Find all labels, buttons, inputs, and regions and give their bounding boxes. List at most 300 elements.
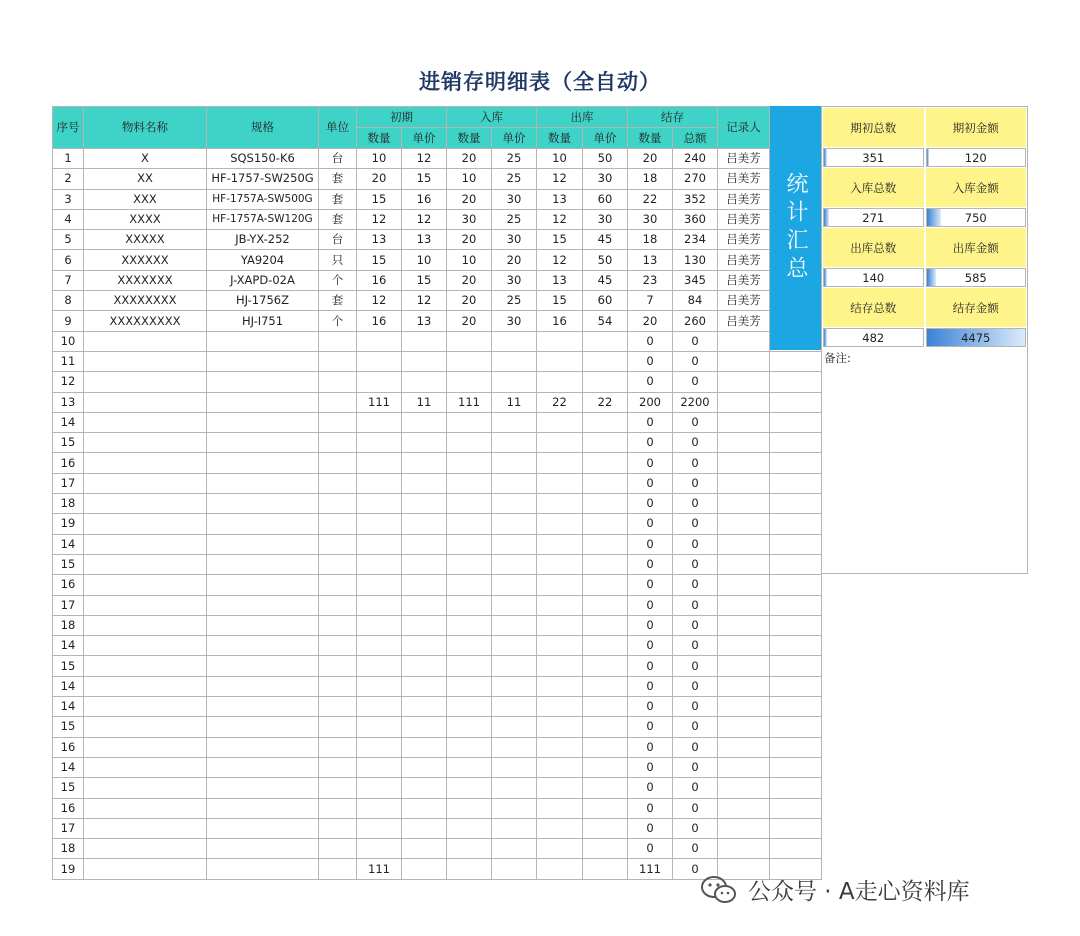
table-cell[interactable]: 360 — [673, 209, 718, 229]
table-cell[interactable]: SQS150-K6 — [207, 149, 319, 169]
table-cell[interactable] — [84, 757, 207, 777]
table-cell[interactable]: 0 — [628, 636, 673, 656]
table-cell[interactable] — [537, 636, 583, 656]
table-cell[interactable] — [319, 636, 357, 656]
table-cell[interactable] — [207, 331, 319, 351]
table-cell[interactable] — [319, 575, 357, 595]
table-cell[interactable] — [537, 351, 583, 371]
table-cell[interactable] — [357, 778, 402, 798]
table-cell[interactable]: 18 — [53, 615, 84, 635]
table-cell[interactable] — [319, 514, 357, 534]
table-cell[interactable]: XXXXXXXX — [84, 291, 207, 311]
table-cell[interactable]: HF-1757-SW250G — [207, 169, 319, 189]
table-cell[interactable] — [718, 798, 770, 818]
table-cell[interactable] — [583, 331, 628, 351]
table-cell[interactable]: 20 — [447, 291, 492, 311]
table-cell[interactable]: XXX — [84, 189, 207, 209]
table-cell[interactable]: 15 — [53, 656, 84, 676]
table-cell[interactable] — [207, 798, 319, 818]
table-cell[interactable] — [402, 818, 447, 838]
table-cell[interactable]: 30 — [492, 270, 537, 290]
table-cell[interactable] — [718, 575, 770, 595]
table-cell[interactable]: 个 — [319, 311, 357, 331]
table-cell[interactable]: 1 — [53, 149, 84, 169]
table-cell[interactable] — [447, 575, 492, 595]
table-cell[interactable]: 0 — [673, 372, 718, 392]
table-cell[interactable] — [357, 757, 402, 777]
table-cell[interactable] — [207, 473, 319, 493]
table-cell[interactable] — [84, 717, 207, 737]
table-cell[interactable] — [718, 839, 770, 859]
table-cell[interactable] — [447, 636, 492, 656]
table-cell[interactable] — [492, 433, 537, 453]
table-cell[interactable] — [402, 433, 447, 453]
table-cell[interactable] — [84, 798, 207, 818]
table-cell[interactable]: XXXXXXXXX — [84, 311, 207, 331]
table-cell[interactable]: 111 — [357, 859, 402, 879]
table-cell[interactable] — [583, 656, 628, 676]
table-cell[interactable] — [402, 514, 447, 534]
table-cell[interactable] — [447, 372, 492, 392]
table-cell[interactable] — [537, 331, 583, 351]
table-cell[interactable]: 13 — [402, 230, 447, 250]
table-cell[interactable] — [718, 453, 770, 473]
table-cell[interactable]: 260 — [673, 311, 718, 331]
table-cell[interactable]: 0 — [628, 494, 673, 514]
table-cell[interactable] — [447, 757, 492, 777]
table-cell[interactable]: 10 — [53, 331, 84, 351]
table-cell[interactable]: 13 — [402, 311, 447, 331]
table-cell[interactable] — [447, 514, 492, 534]
table-cell[interactable]: 11 — [492, 392, 537, 412]
table-cell[interactable] — [84, 676, 207, 696]
table-cell[interactable] — [718, 514, 770, 534]
table-cell[interactable] — [84, 453, 207, 473]
table-cell[interactable]: JB-YX-252 — [207, 230, 319, 250]
table-cell[interactable]: 54 — [583, 311, 628, 331]
table-cell[interactable] — [718, 433, 770, 453]
table-cell[interactable] — [402, 778, 447, 798]
table-cell[interactable] — [319, 737, 357, 757]
table-cell[interactable] — [492, 615, 537, 635]
table-cell[interactable] — [207, 757, 319, 777]
table-cell[interactable]: 0 — [673, 697, 718, 717]
table-cell[interactable] — [319, 534, 357, 554]
table-cell[interactable]: 0 — [673, 757, 718, 777]
table-cell[interactable]: 30 — [492, 311, 537, 331]
table-cell[interactable] — [402, 676, 447, 696]
table-cell[interactable] — [537, 676, 583, 696]
summary-value[interactable] — [926, 208, 1027, 227]
table-cell[interactable] — [583, 676, 628, 696]
table-cell[interactable] — [357, 554, 402, 574]
table-cell[interactable] — [402, 839, 447, 859]
table-cell[interactable] — [492, 798, 537, 818]
table-cell[interactable]: 0 — [628, 453, 673, 473]
table-cell[interactable] — [492, 717, 537, 737]
table-cell[interactable]: XXXXXXX — [84, 270, 207, 290]
table-cell[interactable]: 15 — [402, 169, 447, 189]
table-cell[interactable] — [357, 818, 402, 838]
table-cell[interactable]: 套 — [319, 169, 357, 189]
table-cell[interactable]: 22 — [537, 392, 583, 412]
summary-value[interactable] — [823, 328, 924, 347]
summary-value[interactable] — [823, 208, 924, 227]
table-cell[interactable] — [447, 331, 492, 351]
table-cell[interactable] — [402, 656, 447, 676]
table-cell[interactable] — [402, 575, 447, 595]
table-cell[interactable] — [84, 534, 207, 554]
table-cell[interactable] — [207, 554, 319, 574]
table-cell[interactable] — [492, 554, 537, 574]
table-cell[interactable] — [319, 494, 357, 514]
table-cell[interactable]: 13 — [53, 392, 84, 412]
table-cell[interactable] — [447, 676, 492, 696]
table-cell[interactable] — [583, 859, 628, 879]
table-cell[interactable] — [357, 473, 402, 493]
table-cell[interactable] — [718, 331, 770, 351]
table-cell[interactable] — [447, 412, 492, 432]
table-cell[interactable] — [357, 575, 402, 595]
table-cell[interactable]: 13 — [537, 270, 583, 290]
table-cell[interactable] — [319, 778, 357, 798]
table-cell[interactable]: 25 — [492, 291, 537, 311]
table-cell[interactable]: 111 — [447, 392, 492, 412]
table-cell[interactable] — [537, 534, 583, 554]
table-cell[interactable] — [583, 615, 628, 635]
table-cell[interactable] — [718, 676, 770, 696]
table-cell[interactable]: 111 — [628, 859, 673, 879]
table-cell[interactable] — [718, 717, 770, 737]
table-cell[interactable] — [583, 575, 628, 595]
table-cell[interactable]: 0 — [628, 697, 673, 717]
table-cell[interactable] — [447, 778, 492, 798]
table-cell[interactable] — [207, 534, 319, 554]
table-cell[interactable]: 30 — [628, 209, 673, 229]
table-cell[interactable] — [357, 351, 402, 371]
table-cell[interactable]: 16 — [53, 575, 84, 595]
table-cell[interactable] — [84, 859, 207, 879]
table-cell[interactable]: 17 — [53, 473, 84, 493]
table-cell[interactable]: 14 — [53, 636, 84, 656]
table-cell[interactable] — [402, 859, 447, 879]
table-cell[interactable] — [402, 372, 447, 392]
table-cell[interactable]: 11 — [53, 351, 84, 371]
table-cell[interactable] — [447, 453, 492, 473]
table-cell[interactable] — [402, 697, 447, 717]
table-cell[interactable]: 12 — [53, 372, 84, 392]
table-cell[interactable] — [319, 595, 357, 615]
table-cell[interactable]: 30 — [492, 189, 537, 209]
table-cell[interactable] — [718, 595, 770, 615]
table-cell[interactable]: 0 — [673, 412, 718, 432]
table-cell[interactable] — [718, 615, 770, 635]
table-cell[interactable] — [207, 372, 319, 392]
table-cell[interactable] — [492, 351, 537, 371]
table-cell[interactable] — [583, 372, 628, 392]
table-cell[interactable] — [583, 697, 628, 717]
table-cell[interactable] — [718, 656, 770, 676]
table-cell[interactable]: 0 — [673, 554, 718, 574]
table-cell[interactable] — [402, 757, 447, 777]
table-cell[interactable] — [357, 717, 402, 737]
table-cell[interactable] — [84, 839, 207, 859]
table-cell[interactable]: 吕美芳 — [718, 311, 770, 331]
table-cell[interactable] — [84, 697, 207, 717]
table-cell[interactable]: XX — [84, 169, 207, 189]
table-cell[interactable]: 30 — [583, 209, 628, 229]
table-cell[interactable]: 16 — [357, 270, 402, 290]
table-cell[interactable] — [492, 412, 537, 432]
table-cell[interactable] — [492, 494, 537, 514]
table-cell[interactable]: 15 — [53, 778, 84, 798]
table-cell[interactable] — [357, 331, 402, 351]
table-cell[interactable] — [402, 412, 447, 432]
table-cell[interactable] — [84, 514, 207, 534]
table-cell[interactable] — [492, 778, 537, 798]
table-cell[interactable] — [402, 494, 447, 514]
table-cell[interactable] — [447, 615, 492, 635]
table-cell[interactable] — [207, 595, 319, 615]
table-cell[interactable]: 18 — [628, 169, 673, 189]
table-cell[interactable] — [447, 798, 492, 818]
table-cell[interactable] — [207, 453, 319, 473]
table-cell[interactable] — [537, 595, 583, 615]
table-cell[interactable] — [718, 494, 770, 514]
table-cell[interactable]: 12 — [537, 169, 583, 189]
table-cell[interactable]: 10 — [357, 149, 402, 169]
table-cell[interactable] — [207, 697, 319, 717]
table-cell[interactable]: 12 — [402, 209, 447, 229]
table-cell[interactable] — [207, 778, 319, 798]
table-cell[interactable] — [357, 636, 402, 656]
table-cell[interactable] — [207, 859, 319, 879]
table-cell[interactable]: 0 — [628, 757, 673, 777]
table-cell[interactable]: 240 — [673, 149, 718, 169]
table-cell[interactable] — [84, 737, 207, 757]
table-cell[interactable] — [537, 859, 583, 879]
table-cell[interactable]: 15 — [537, 230, 583, 250]
table-cell[interactable]: 7 — [628, 291, 673, 311]
table-cell[interactable]: 15 — [357, 250, 402, 270]
table-cell[interactable]: HJ-I751 — [207, 311, 319, 331]
table-cell[interactable] — [319, 331, 357, 351]
table-cell[interactable]: 9 — [53, 311, 84, 331]
table-cell[interactable] — [492, 697, 537, 717]
table-cell[interactable]: HF-1757A-SW120G — [207, 209, 319, 229]
table-cell[interactable] — [357, 839, 402, 859]
table-cell[interactable]: 10 — [447, 169, 492, 189]
table-cell[interactable] — [357, 595, 402, 615]
table-cell[interactable]: 个 — [319, 270, 357, 290]
table-cell[interactable]: 套 — [319, 189, 357, 209]
table-cell[interactable]: 吕美芳 — [718, 230, 770, 250]
table-cell[interactable] — [492, 839, 537, 859]
table-cell[interactable]: 20 — [447, 311, 492, 331]
table-cell[interactable]: 16 — [53, 798, 84, 818]
table-cell[interactable] — [447, 818, 492, 838]
table-cell[interactable] — [319, 372, 357, 392]
table-cell[interactable]: 0 — [673, 331, 718, 351]
table-cell[interactable]: 18 — [53, 494, 84, 514]
table-cell[interactable]: 23 — [628, 270, 673, 290]
table-cell[interactable] — [583, 494, 628, 514]
table-cell[interactable]: 0 — [673, 473, 718, 493]
table-cell[interactable]: 345 — [673, 270, 718, 290]
table-cell[interactable] — [537, 514, 583, 534]
table-cell[interactable] — [447, 494, 492, 514]
table-cell[interactable] — [319, 554, 357, 574]
table-cell[interactable]: 0 — [673, 636, 718, 656]
table-cell[interactable]: 0 — [628, 717, 673, 737]
table-cell[interactable] — [537, 453, 583, 473]
table-cell[interactable] — [492, 372, 537, 392]
table-cell[interactable] — [583, 534, 628, 554]
table-cell[interactable] — [537, 757, 583, 777]
table-cell[interactable] — [357, 534, 402, 554]
table-cell[interactable] — [583, 778, 628, 798]
table-cell[interactable] — [357, 656, 402, 676]
table-cell[interactable]: 12 — [402, 149, 447, 169]
table-cell[interactable]: 234 — [673, 230, 718, 250]
table-cell[interactable] — [447, 595, 492, 615]
table-cell[interactable]: 16 — [53, 453, 84, 473]
table-cell[interactable] — [319, 615, 357, 635]
table-cell[interactable] — [583, 839, 628, 859]
table-cell[interactable] — [402, 351, 447, 371]
table-cell[interactable] — [402, 331, 447, 351]
table-cell[interactable] — [207, 575, 319, 595]
table-cell[interactable] — [537, 412, 583, 432]
table-cell[interactable]: 60 — [583, 189, 628, 209]
table-cell[interactable]: 16 — [537, 311, 583, 331]
table-cell[interactable] — [207, 392, 319, 412]
table-cell[interactable]: 3 — [53, 189, 84, 209]
table-cell[interactable] — [583, 595, 628, 615]
table-cell[interactable] — [207, 433, 319, 453]
table-cell[interactable]: 25 — [492, 149, 537, 169]
table-cell[interactable]: 7 — [53, 270, 84, 290]
table-cell[interactable] — [319, 839, 357, 859]
table-cell[interactable]: 200 — [628, 392, 673, 412]
table-cell[interactable]: 4 — [53, 209, 84, 229]
summary-value[interactable] — [926, 268, 1027, 287]
table-cell[interactable] — [319, 757, 357, 777]
table-cell[interactable]: 22 — [583, 392, 628, 412]
table-cell[interactable]: 0 — [628, 798, 673, 818]
table-cell[interactable]: 0 — [673, 717, 718, 737]
table-cell[interactable] — [583, 412, 628, 432]
table-cell[interactable] — [319, 656, 357, 676]
table-cell[interactable] — [583, 514, 628, 534]
table-cell[interactable] — [357, 737, 402, 757]
table-cell[interactable]: 套 — [319, 209, 357, 229]
table-cell[interactable]: 0 — [673, 737, 718, 757]
table-cell[interactable]: 14 — [53, 534, 84, 554]
table-cell[interactable]: 16 — [357, 311, 402, 331]
table-cell[interactable] — [357, 372, 402, 392]
table-cell[interactable] — [84, 473, 207, 493]
table-cell[interactable]: 111 — [357, 392, 402, 412]
table-cell[interactable] — [492, 656, 537, 676]
table-cell[interactable] — [84, 615, 207, 635]
table-cell[interactable]: 0 — [628, 331, 673, 351]
table-cell[interactable] — [492, 473, 537, 493]
table-cell[interactable]: 0 — [673, 798, 718, 818]
table-cell[interactable] — [537, 656, 583, 676]
table-cell[interactable]: 0 — [628, 534, 673, 554]
table-cell[interactable] — [492, 453, 537, 473]
table-cell[interactable] — [718, 534, 770, 554]
summary-value[interactable] — [823, 148, 924, 167]
table-cell[interactable] — [537, 737, 583, 757]
table-cell[interactable]: 12 — [402, 291, 447, 311]
table-cell[interactable]: 19 — [53, 514, 84, 534]
table-cell[interactable]: 15 — [53, 433, 84, 453]
table-cell[interactable] — [718, 351, 770, 371]
table-cell[interactable]: 20 — [447, 230, 492, 250]
table-cell[interactable]: 0 — [673, 494, 718, 514]
table-cell[interactable]: 0 — [628, 372, 673, 392]
table-cell[interactable] — [718, 697, 770, 717]
table-cell[interactable]: 0 — [673, 534, 718, 554]
table-cell[interactable] — [447, 534, 492, 554]
table-cell[interactable] — [402, 473, 447, 493]
table-cell[interactable] — [583, 798, 628, 818]
table-cell[interactable] — [718, 473, 770, 493]
table-cell[interactable]: 0 — [628, 575, 673, 595]
table-cell[interactable]: 16 — [402, 189, 447, 209]
table-cell[interactable] — [447, 554, 492, 574]
table-cell[interactable] — [402, 737, 447, 757]
table-cell[interactable] — [319, 453, 357, 473]
table-cell[interactable]: 13 — [537, 189, 583, 209]
table-cell[interactable]: 12 — [357, 209, 402, 229]
table-cell[interactable]: 0 — [673, 656, 718, 676]
table-cell[interactable] — [492, 514, 537, 534]
table-cell[interactable] — [357, 798, 402, 818]
table-cell[interactable]: 20 — [357, 169, 402, 189]
table-cell[interactable]: 0 — [628, 839, 673, 859]
table-cell[interactable]: 0 — [673, 839, 718, 859]
table-cell[interactable]: 130 — [673, 250, 718, 270]
table-cell[interactable]: 17 — [53, 595, 84, 615]
table-cell[interactable]: 10 — [447, 250, 492, 270]
table-cell[interactable]: 15 — [537, 291, 583, 311]
table-cell[interactable]: 2200 — [673, 392, 718, 412]
table-cell[interactable]: 0 — [673, 778, 718, 798]
table-cell[interactable]: 0 — [628, 778, 673, 798]
table-cell[interactable] — [357, 433, 402, 453]
table-cell[interactable]: 14 — [53, 412, 84, 432]
table-cell[interactable] — [718, 818, 770, 838]
table-cell[interactable]: 0 — [673, 615, 718, 635]
table-cell[interactable]: 22 — [628, 189, 673, 209]
table-cell[interactable]: 12 — [357, 291, 402, 311]
table-cell[interactable]: 45 — [583, 230, 628, 250]
table-cell[interactable]: 0 — [628, 656, 673, 676]
table-cell[interactable] — [718, 392, 770, 412]
table-cell[interactable] — [207, 676, 319, 696]
table-cell[interactable] — [207, 494, 319, 514]
table-cell[interactable]: 10 — [402, 250, 447, 270]
table-cell[interactable] — [84, 331, 207, 351]
table-cell[interactable]: 吕美芳 — [718, 149, 770, 169]
table-cell[interactable] — [207, 351, 319, 371]
table-cell[interactable] — [537, 717, 583, 737]
table-cell[interactable] — [583, 433, 628, 453]
table-cell[interactable] — [447, 737, 492, 757]
